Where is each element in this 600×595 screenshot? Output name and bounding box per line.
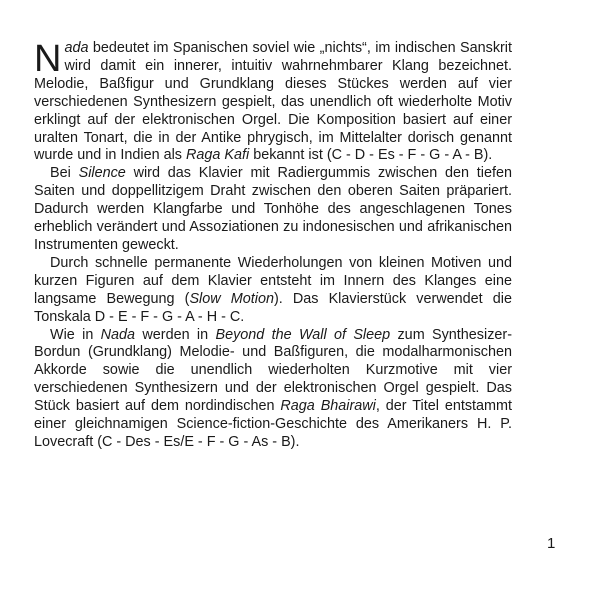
text-segment: bekannt ist (C - D - Es - F - G - A - B). (249, 147, 493, 164)
text-segment: bedeutet im Spanischen soviel wie „nichts“, im indischen Sanskrit wird damit ein innerer, intuitiv wahrnehmbarer Klang bezeichnet. Melodie, Baßfigur und Grundklang dieses Stückes werden auf vier verschiedenen Synthesizern gespielt, das unendlich oft wiederholte Motiv erklingt auf der elektronischen Orgel. Die Komposition basiert auf einer uralten Tonart, die in der Antike phrygisch, im Mittelalter dorisch genannt wurde und in Indien als (34, 40, 512, 164)
paragraph-silence (34, 165, 512, 255)
text-segment: zum Synthesizer-Bordun (Grundklang) Melodie- und Baßfiguren, die modalharmonischen Akkorde sowie die unendlich wiederholten Kurzmotive mit vier verschiedenen Synthesizern und der elektronischen Orgel gespielt. Das Stück basiert auf dem nordindischen (34, 326, 512, 415)
text-segment: , der Titel entstammt einer gleichnamigen Science-fiction-Geschichte des Amerikaners H. P. Lovecraft (C - Des - Es/E - F - G - As - B). (34, 398, 513, 450)
text-segment: Raga Kafi (186, 147, 250, 164)
text-segment: Durch schnelle permanente Wiederholungen von kleinen Motiven und kurzen Figuren auf dem Klavier entsteht im Innern des Klanges eine langsame Bewegung ( (34, 254, 512, 307)
text-segment: Wie in (50, 326, 101, 343)
text-segment: wird das Klavier mit Radiergummis zwischen den tiefen Saiten und doppellitzigem Draht zwischen den oberen Saiten präpariert. Dadurch werden Klangfarbe und Tonhöhe des angeschlagenen Tones erheblich verändert und Assoziationen zu indonesischen und afrikanischen Instrumenten geweckt. (34, 165, 512, 253)
paragraph-slow-motion (34, 255, 512, 327)
text-segment: Bei (50, 165, 79, 182)
text-segment: ). Das Klavierstück verwendet die Tonskala D - E - F - G - A - H - C. (34, 290, 512, 325)
text-segment: werden in (135, 326, 216, 343)
text-segment: Silence (78, 165, 126, 182)
text-segment: Raga Bhairawi (280, 398, 376, 415)
text-block (34, 40, 512, 452)
drop-cap: N (34, 38, 62, 80)
text-segment: Slow Motion (189, 290, 274, 307)
text-segment: Beyond the Wall of Sleep (215, 326, 391, 343)
page-number: 1 (547, 535, 556, 552)
paragraph-beyond-the-wall (34, 327, 512, 452)
text-segment: Nada (100, 326, 136, 343)
text-segment: ada (64, 40, 89, 56)
paragraph-nada (34, 40, 512, 165)
